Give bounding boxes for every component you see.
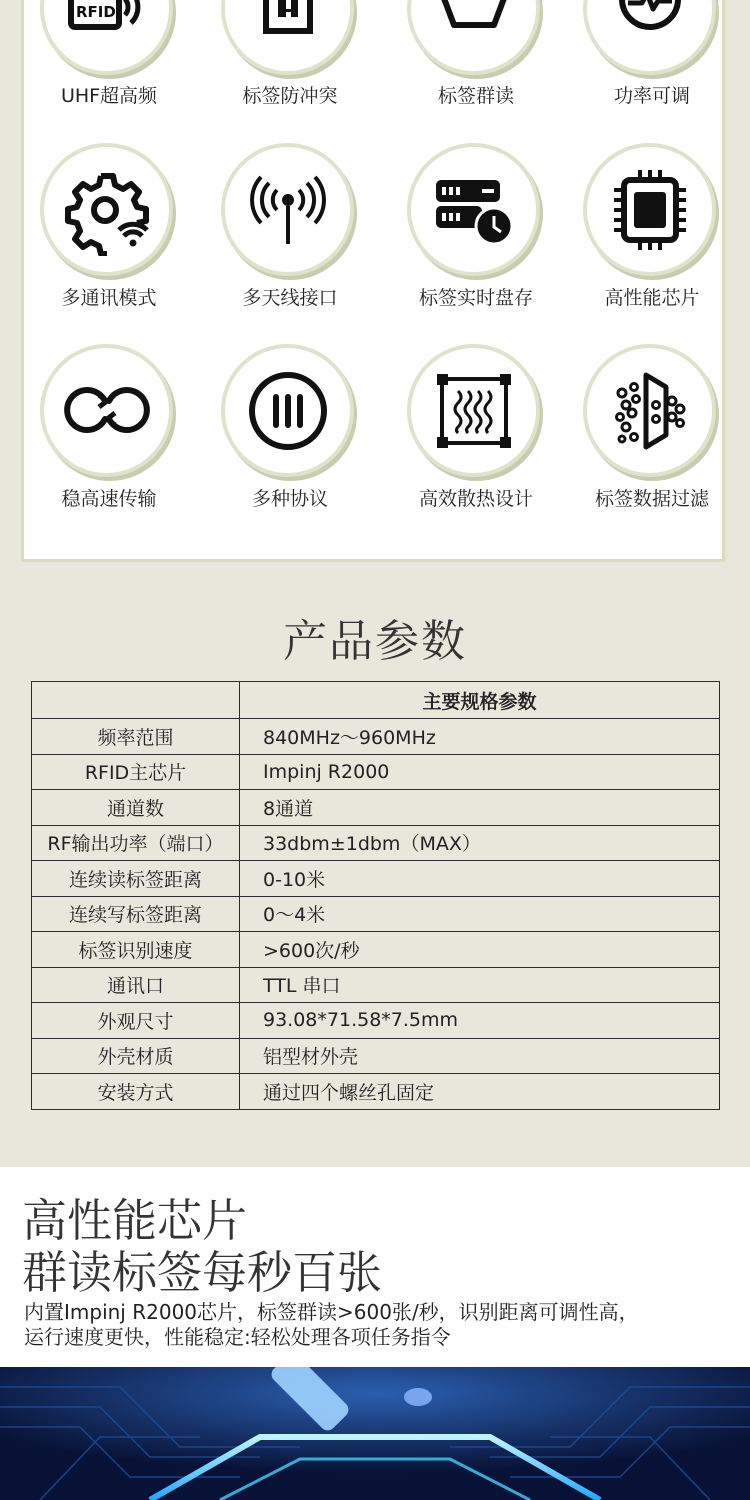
gear-wifi-icon [40,143,173,276]
table-header-row [32,682,720,719]
headline-section [0,1167,750,1367]
rfid-text: RFID [75,2,116,21]
param-name-cell: 安装方式 [32,1074,240,1110]
headline-description [24,1300,639,1350]
table-row [32,719,720,755]
chip-icon [583,143,716,276]
tag-alert-icon [221,0,354,75]
table-row [32,932,720,968]
heat-icon [407,344,540,477]
param-name-cell: RF输出功率（端口） [32,825,240,861]
header-empty-cell [32,682,240,719]
table-row [32,790,720,826]
table-row [32,896,720,932]
table-row [32,967,720,1003]
antenna-icon [221,143,354,276]
server-clock-icon [407,143,540,276]
feature-label: 高效散热设计 [418,488,533,510]
filter-icon [583,344,716,477]
table-row [32,1074,720,1110]
param-name-cell: 标签识别速度 [32,932,240,968]
feature-label: UHF超高频 [60,85,158,107]
protocol-icon [221,344,354,477]
params-title: 产品参数 [283,616,467,667]
table-row [32,1038,720,1074]
param-name-cell: 连续读标签距离 [32,861,240,897]
loop-arrows-icon [40,344,173,477]
feature-power [562,0,742,142]
table-row [32,754,720,790]
table-row [32,825,720,861]
headline-line-2: 群读标签每秒百张 [22,1246,383,1299]
feature-group-read [386,0,566,142]
description-line-1: 内置Impinj R2000芯片，标签群读>600张/秒，识别距离可调性高， [24,1300,639,1324]
feature-label: 标签数据过滤 [594,488,709,510]
feature-label: 多天线接口 [242,287,338,309]
features-section [0,0,750,575]
feature-anticollision [200,0,380,142]
feature-label: 稳高速传输 [61,488,157,510]
feature-transmission [19,344,199,544]
feature-uhf [19,0,199,142]
param-name-cell: RFID主芯片 [32,754,240,790]
feature-label: 多种协议 [251,488,328,510]
feature-comm-mode [19,143,199,343]
param-value-cell: 840MHz～960MHz [240,719,720,755]
spec-table [31,681,720,1110]
feature-label: 功率可调 [613,85,690,107]
param-value-cell: 33dbm±1dbm（MAX） [240,825,720,861]
param-value-cell: 通过四个螺丝孔固定 [240,1074,720,1110]
param-value-cell: 0-10米 [240,861,720,897]
feature-heat [386,344,566,544]
param-value-cell: 0～4米 [240,896,720,932]
chip-banner-image [0,1367,750,1500]
headline-line-1: 高性能芯片 [22,1194,248,1247]
feature-filter [562,344,742,544]
feature-label: 高性能芯片 [604,287,700,309]
param-name-cell: 外观尺寸 [32,1003,240,1039]
header-cell: 主要规格参数 [240,682,720,719]
param-name-cell: 通讯口 [32,967,240,1003]
params-section [0,575,750,1167]
param-value-cell: Impinj R2000 [240,754,720,790]
feature-chip [562,143,742,343]
features-card [21,0,725,562]
param-name-cell: 通道数 [32,790,240,826]
feature-label: 标签实时盘存 [418,287,533,309]
param-name-cell: 连续写标签距离 [32,896,240,932]
feature-label: 标签群读 [437,85,514,107]
circuit-board-graphic [0,1367,750,1500]
param-value-cell: 93.08*71.58*7.5mm [240,1003,720,1039]
table-row [32,1003,720,1039]
table-row [32,861,720,897]
param-value-cell: TTL 串口 [240,967,720,1003]
feature-inventory [386,143,566,343]
param-name-cell: 频率范围 [32,719,240,755]
feature-protocol [200,344,380,544]
pulse-icon [583,0,716,75]
param-value-cell: 8通道 [240,790,720,826]
param-value-cell: >600次/秒 [240,932,720,968]
description-line-2: 运行速度更快，性能稳定:轻松处理各项任务指令 [24,1325,451,1349]
rfid-icon [40,0,173,75]
feature-antenna [200,143,380,343]
param-name-cell: 外壳材质 [32,1038,240,1074]
param-value-cell: 铝型材外壳 [240,1038,720,1074]
feature-label: 多通讯模式 [61,287,157,309]
tray-icon [407,0,540,75]
feature-label: 标签防冲突 [242,85,338,107]
